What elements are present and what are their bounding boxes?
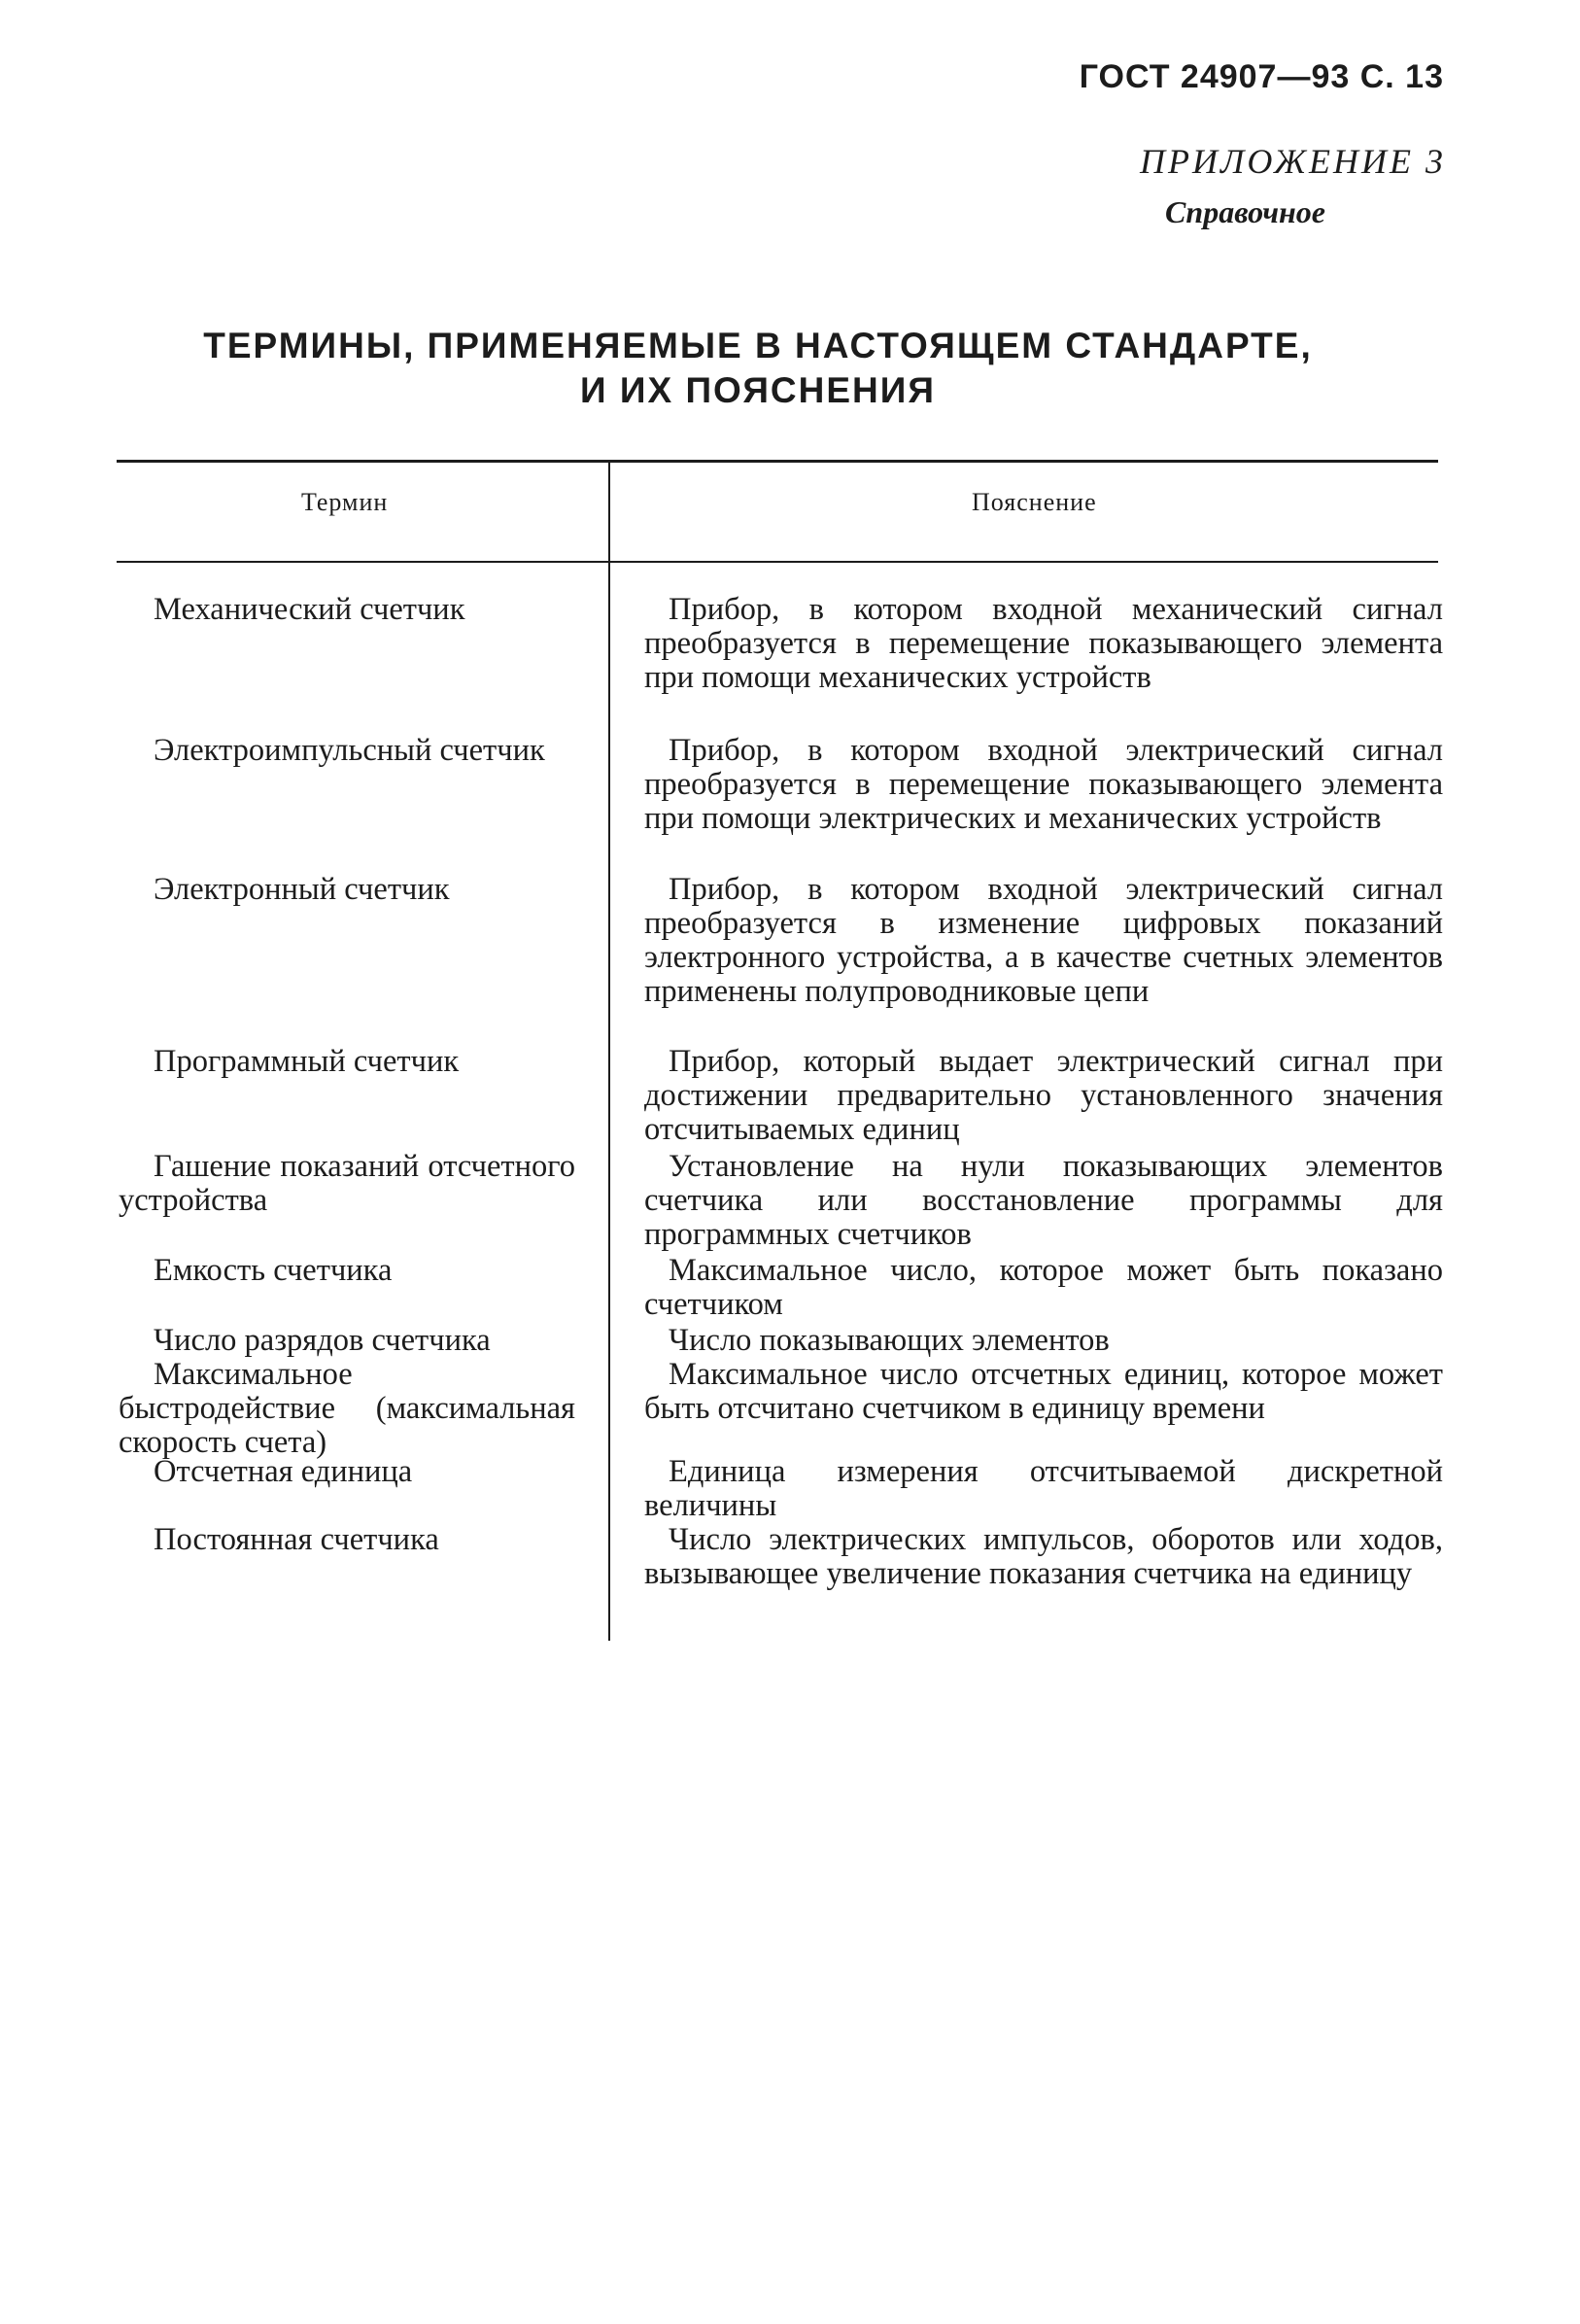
table-top-rule [117, 460, 1438, 463]
document-title-line-2: И ИХ ПОЯСНЕНИЯ [580, 370, 936, 410]
explanation-cell: Установление на нули показывающих элементов счетчика или восстановление программы для программных счетчиков [644, 1149, 1443, 1252]
term-cell: Гашение показаний отсчетного устройства [119, 1149, 575, 1218]
column-header-explanation: Пояснение [972, 488, 1097, 516]
table-column-divider [608, 460, 610, 1641]
term-cell: Постоянная счетчика [154, 1522, 439, 1557]
appendix-title: ПРИЛОЖЕНИЕ 3 [1140, 142, 1446, 181]
explanation-cell: Максимальное число, которое может быть показано счетчиком [644, 1253, 1443, 1322]
explanation-cell: Максимальное число отсчетных единиц, которое может быть отсчитано счетчиком в единицу времени [644, 1357, 1443, 1426]
term-cell: Число разрядов счетчика [154, 1323, 491, 1358]
appendix-subtitle: Справочное [1165, 194, 1325, 229]
explanation-cell: Прибор, в котором входной электрический сигнал преобразуется в изменение цифровых показаний электронного устройства, а в качестве счетных элементов применены полупроводниковые цепи [644, 872, 1443, 1009]
term-cell: Отсчетная единица [154, 1454, 413, 1489]
page-header: ГОСТ 24907—93 С. 13 [1079, 58, 1444, 95]
explanation-cell: Число электрических импульсов, оборотов или ходов, вызывающее увеличение показания счетчика на единицу [644, 1522, 1443, 1591]
explanation-cell: Прибор, который выдает электрический сигнал при достижении предварительно установленного значения отсчитываемых единиц [644, 1044, 1443, 1147]
explanation-cell: Прибор, в котором входной механический сигнал преобразуется в перемещение показывающего элемента при помощи механических устройств [644, 592, 1443, 695]
explanation-cell: Число показывающих элементов [669, 1323, 1110, 1358]
term-cell: Программный счетчик [154, 1044, 460, 1079]
term-cell: Механический счетчик [154, 592, 465, 627]
explanation-cell: Единица измерения отсчитываемой дискретной величины [644, 1454, 1443, 1523]
term-cell: Емкость счетчика [154, 1253, 393, 1288]
document-title-line-1: ТЕРМИНЫ, ПРИМЕНЯЕМЫЕ В НАСТОЯЩЕМ СТАНДАРТЕ, [203, 326, 1313, 365]
column-header-term: Термин [301, 488, 389, 516]
explanation-cell: Прибор, в котором входной электрический сигнал преобразуется в перемещение показывающего элемента при помощи электрических и механических устройств [644, 733, 1443, 836]
term-cell: Максимальное быстродействие (максимальная скорость счета) [119, 1357, 575, 1460]
term-cell: Электронный счетчик [154, 872, 450, 907]
table-header-rule [117, 561, 1438, 563]
term-cell: Электроимпульсный счетчик [154, 733, 545, 768]
document-title [175, 324, 1341, 413]
